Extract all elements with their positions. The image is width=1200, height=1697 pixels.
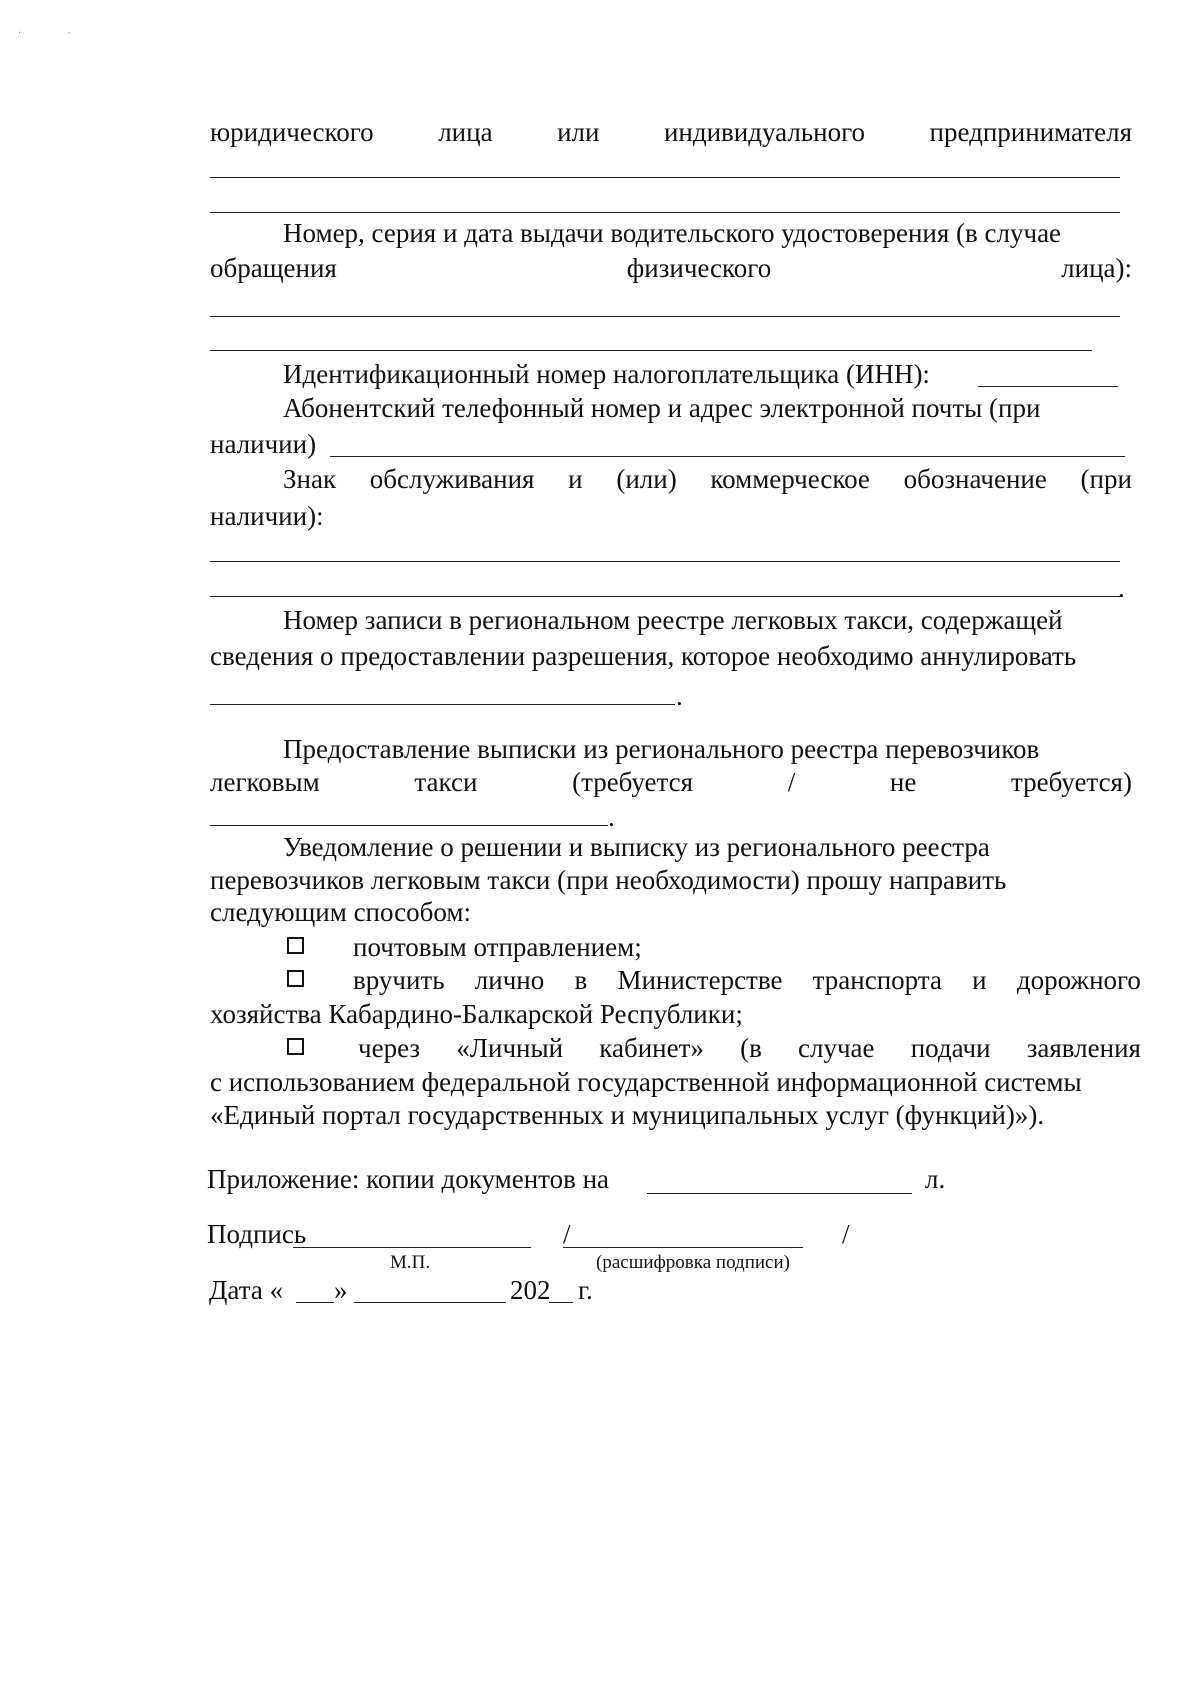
trademark-field-line-2[interactable] xyxy=(210,596,1120,597)
option-in-person-word: транспорта xyxy=(812,965,942,995)
license-text-line2 xyxy=(210,252,1132,284)
signature-separator: / xyxy=(842,1219,850,1249)
option-portal-line3: «Единый портал государственных и муниципальных услуг (функций)»). xyxy=(210,1100,1045,1130)
option-in-person-word: и xyxy=(972,965,987,995)
contact-field[interactable] xyxy=(330,456,1125,457)
option-portal-word: подачи xyxy=(910,1033,991,1063)
attachment-label: Приложение: копии документов на xyxy=(207,1164,610,1194)
extract-word: / xyxy=(787,767,796,797)
date-suffix: г. xyxy=(578,1275,593,1305)
option-portal-word: заявления xyxy=(1026,1033,1141,1063)
license-word: обращения xyxy=(210,253,337,283)
date-year-field[interactable] xyxy=(549,1302,573,1303)
extract-text-line1: Предоставление выписки из регионального реестра перевозчиков xyxy=(283,734,1040,764)
extract-word: не xyxy=(889,767,917,797)
option-portal-checkbox[interactable] xyxy=(287,1038,304,1055)
inn-field[interactable] xyxy=(978,386,1118,387)
signature-separator: / xyxy=(563,1219,571,1249)
trademark-text-line1 xyxy=(283,463,1132,495)
date-day-field[interactable] xyxy=(296,1302,334,1303)
scan-speck: ′ xyxy=(68,31,71,42)
license-field-line-2[interactable] xyxy=(210,350,1092,351)
option-portal-word: случае xyxy=(798,1033,875,1063)
notification-text-line1: Уведомление о решении и выписку из регионального реестра xyxy=(283,832,990,862)
notification-text-line2: перевозчиков легковым такси (при необходимости) прошу направить xyxy=(210,865,1007,895)
license-word: физического xyxy=(626,253,772,283)
license-word: лица): xyxy=(1061,253,1132,283)
trademark-word: коммерческое xyxy=(710,464,870,494)
option-in-person-line1 xyxy=(353,964,1141,996)
extract-end-dot: . xyxy=(608,802,615,832)
registry-text-line2: сведения о предоставлении разрешения, которое необходимо аннулировать xyxy=(210,641,1077,671)
stamp-caption: М.П. xyxy=(390,1252,431,1273)
date-year-prefix: 202 xyxy=(510,1275,551,1305)
date-month-field[interactable] xyxy=(354,1302,506,1303)
option-portal-line2: с использованием федеральной государственной информационной системы xyxy=(210,1067,1082,1097)
signature-decode-caption: (расшифровка подписи) xyxy=(596,1252,790,1273)
option-portal-word: «Личный xyxy=(456,1033,564,1063)
notification-text-line3: следующим способом: xyxy=(210,897,471,927)
extract-word: такси xyxy=(414,767,478,797)
option-portal-word: кабинет» xyxy=(599,1033,704,1063)
option-portal-word: через xyxy=(358,1033,421,1063)
scan-speck: · xyxy=(18,28,22,39)
intro-word: предпринимателя xyxy=(929,117,1132,147)
entity-name-field-line-1[interactable] xyxy=(210,177,1120,178)
contact-text-line1: Абонентский телефонный номер и адрес электронной почты (при xyxy=(283,393,1041,423)
trademark-word: Знак xyxy=(283,464,337,494)
intro-word: юридического xyxy=(210,117,374,147)
signature-decode-field[interactable] xyxy=(563,1247,803,1248)
signature-field[interactable] xyxy=(293,1247,531,1248)
intro-line xyxy=(210,116,1132,148)
intro-word: индивидуального xyxy=(663,117,865,147)
registry-record-field[interactable] xyxy=(210,704,675,705)
attachment-unit: л. xyxy=(925,1164,946,1194)
extract-field[interactable] xyxy=(210,825,608,826)
trademark-word: (или) xyxy=(616,464,677,494)
trademark-word: обслуживания xyxy=(369,464,535,494)
extract-word: легковым xyxy=(210,767,320,797)
attachment-pages-field[interactable] xyxy=(647,1193,912,1194)
option-in-person-word: Министерстве xyxy=(617,965,783,995)
date-mid: » xyxy=(334,1275,348,1305)
option-in-person-word: вручить xyxy=(353,965,445,995)
registry-end-dot: . xyxy=(676,681,683,711)
option-in-person-word: в xyxy=(574,965,588,995)
contact-text-line2: наличии) xyxy=(210,429,317,459)
signature-label: Подпись xyxy=(207,1219,307,1249)
option-in-person-word: дорожного xyxy=(1016,965,1141,995)
option-in-person-line2: хозяйства Кабардино-Балкарской Республики; xyxy=(210,999,743,1029)
registry-text-line1: Номер записи в региональном реестре легковых такси, содержащей xyxy=(283,605,1063,635)
license-field-line-1[interactable] xyxy=(210,316,1120,317)
inn-label: Идентификационный номер налогоплательщика (ИНН): xyxy=(283,359,930,389)
option-mail-label: почтовым отправлением; xyxy=(353,932,642,962)
intro-word: лица xyxy=(438,117,493,147)
date-prefix: Дата « xyxy=(209,1275,284,1305)
trademark-end-dot: . xyxy=(1118,573,1125,603)
option-in-person-word: лично xyxy=(474,965,545,995)
extract-word: (требуется xyxy=(572,767,694,797)
extract-text-line2 xyxy=(210,766,1132,798)
trademark-text-line2: наличии): xyxy=(210,501,324,531)
option-portal-line1 xyxy=(358,1032,1141,1064)
trademark-word: и xyxy=(568,464,583,494)
license-text-line1: Номер, серия и дата выдачи водительского удостоверения (в случае xyxy=(283,218,1062,248)
intro-word: или xyxy=(557,117,600,147)
trademark-word: обозначение xyxy=(903,464,1047,494)
option-in-person-checkbox[interactable] xyxy=(287,970,304,987)
trademark-field-line-1[interactable] xyxy=(210,561,1120,562)
option-mail-checkbox[interactable] xyxy=(287,937,304,954)
option-portal-word: (в xyxy=(740,1033,762,1063)
extract-word: требуется) xyxy=(1010,767,1132,797)
trademark-word: (при xyxy=(1080,464,1132,494)
entity-name-field-line-2[interactable] xyxy=(210,212,1120,213)
